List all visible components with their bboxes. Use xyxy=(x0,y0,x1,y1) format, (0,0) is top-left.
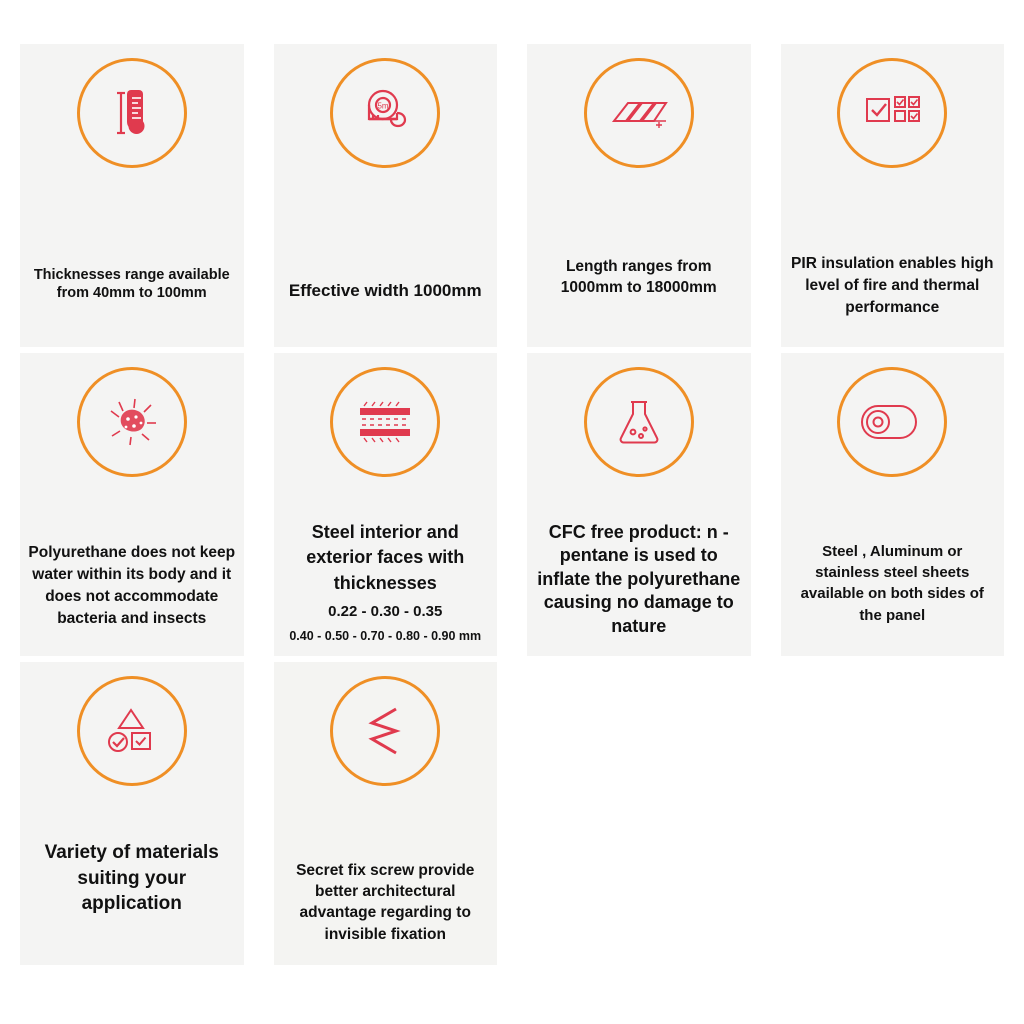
feature-card-sheet-materials[interactable] xyxy=(781,353,1005,656)
feature-card-water-bacteria[interactable] xyxy=(20,353,244,656)
feature-card-variety-materials[interactable] xyxy=(20,662,244,965)
sandwich-panel-icon xyxy=(330,367,440,477)
coil-roll-icon xyxy=(837,367,947,477)
feature-caption: Steel , Aluminum or stainless steel sheets available on both sides of the panel xyxy=(800,542,984,624)
panel-stack-icon xyxy=(584,58,694,168)
feature-caption: Steel interior and exterior faces with thicknesses xyxy=(306,521,465,593)
feature-caption: Effective width 1000mm xyxy=(288,281,482,301)
checklist-icon xyxy=(837,58,947,168)
feature-caption: CFC free product: n - pentane is used to inflate the polyurethane causing no damage to nature xyxy=(537,522,741,636)
feature-caption: Length ranges from 1000mm to 18000mm xyxy=(560,258,717,297)
feature-caption: Secret fix screw provide better architectural advantage regarding to invisible fixation xyxy=(296,861,475,943)
feature-card-cfc-free[interactable] xyxy=(527,353,751,656)
svg-text:5m: 5m xyxy=(377,101,389,111)
zigzag-fixing-icon xyxy=(330,676,440,786)
feature-card-effective-width[interactable] xyxy=(274,44,498,347)
feature-card-length-range[interactable] xyxy=(527,44,751,347)
feature-caption: Variety of materials suiting your application xyxy=(44,842,219,915)
feature-caption: Thicknesses range available from 40mm to 100mm xyxy=(33,266,230,302)
flask-icon xyxy=(584,367,694,477)
feature-caption: PIR insulation enables high level of fire and thermal performance xyxy=(791,255,994,316)
thermometer-icon xyxy=(77,58,187,168)
tape-measure-icon xyxy=(330,58,440,168)
feature-caption: Polyurethane does not keep water within its body and it does not accommodate bacteria and insects xyxy=(28,544,236,627)
grid-empty-cell xyxy=(527,662,751,965)
feature-card-steel-faces[interactable] xyxy=(274,353,498,656)
feature-card-pir-insulation[interactable] xyxy=(781,44,1005,347)
grid-empty-cell xyxy=(781,662,1005,965)
feature-card-secret-fix-screw[interactable] xyxy=(274,662,498,965)
feature-card-thickness-range[interactable] xyxy=(20,44,244,347)
feature-caption-sub-1: 0.22 - 0.30 - 0.35 xyxy=(328,603,443,621)
bacteria-icon xyxy=(77,367,187,477)
feature-caption-sub-2: 0.40 - 0.50 - 0.70 - 0.80 - 0.90 mm xyxy=(289,628,482,643)
shapes-check-icon xyxy=(77,676,187,786)
